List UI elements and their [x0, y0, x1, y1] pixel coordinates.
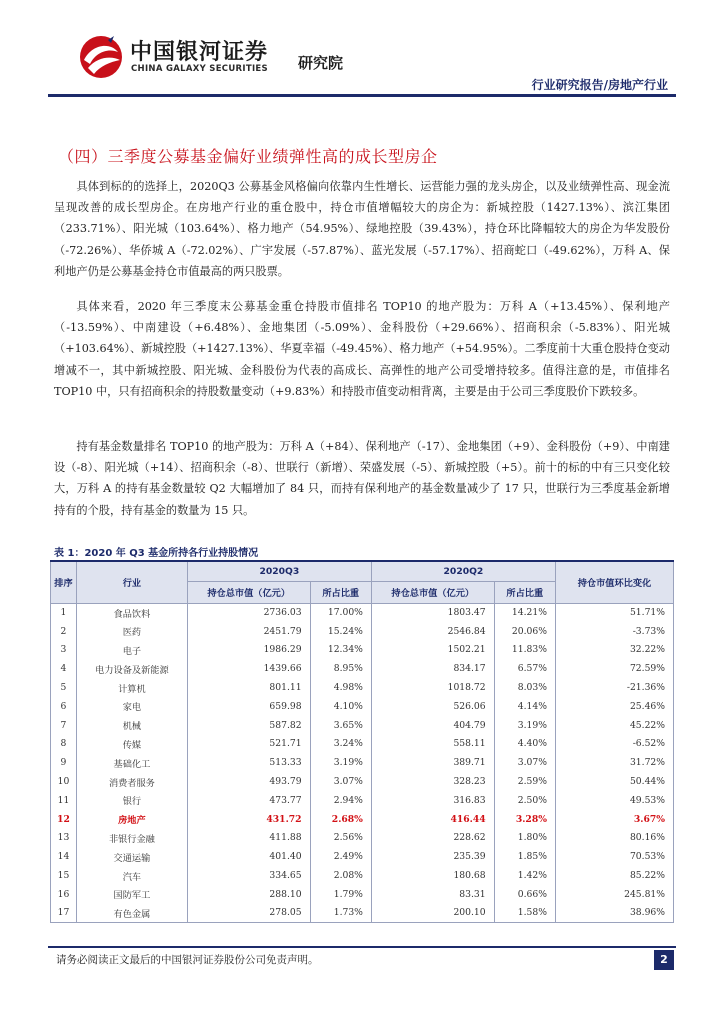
paragraph-3 — [54, 436, 670, 521]
q2-market-value-cell: 404.79 — [371, 716, 494, 735]
institute-label: 研究院 — [298, 54, 344, 72]
galaxy-logo-icon — [78, 34, 124, 80]
header-q3-share: 所占比重 — [310, 581, 371, 603]
q2-market-value-cell: 558.11 — [371, 735, 494, 754]
q3-share-cell: 2.08% — [310, 866, 371, 885]
q2-market-value-cell: 180.68 — [371, 866, 494, 885]
q2-market-value-cell: 1803.47 — [371, 603, 494, 622]
change-cell: 50.44% — [555, 772, 673, 791]
q2-share-cell: 0.66% — [494, 885, 555, 904]
table-row — [51, 659, 674, 678]
q2-market-value-cell: 1018.72 — [371, 678, 494, 697]
q2-market-value-cell: 526.06 — [371, 697, 494, 716]
q3-market-value-cell: 493.79 — [187, 772, 310, 791]
q2-share-cell: 1.80% — [494, 829, 555, 848]
industry-cell: 房地产 — [76, 810, 187, 829]
logo-english-name: CHINA GALAXY SECURITIES — [131, 64, 268, 74]
rank-cell: 12 — [51, 810, 77, 829]
disclaimer-note: 请务必阅读正文最后的中国银河证券股份公司免责声明。 — [56, 954, 319, 966]
q3-share-cell: 17.00% — [310, 603, 371, 622]
q2-market-value-cell: 1502.21 — [371, 641, 494, 660]
q2-share-cell: 1.58% — [494, 904, 555, 923]
q2-market-value-cell: 200.10 — [371, 904, 494, 923]
rank-cell: 17 — [51, 904, 77, 923]
company-logo — [78, 32, 378, 82]
industry-cell: 汽车 — [76, 866, 187, 885]
q2-share-cell: 6.57% — [494, 659, 555, 678]
industry-cell: 消费者服务 — [76, 772, 187, 791]
q3-market-value-cell: 431.72 — [187, 810, 310, 829]
header-change: 持仓市值环比变化 — [555, 561, 673, 603]
q3-share-cell: 12.34% — [310, 641, 371, 660]
q3-share-cell: 4.10% — [310, 697, 371, 716]
rank-cell: 8 — [51, 735, 77, 754]
change-cell: 80.16% — [555, 829, 673, 848]
rank-cell: 3 — [51, 641, 77, 660]
q3-share-cell: 1.79% — [310, 885, 371, 904]
industry-cell: 有色金属 — [76, 904, 187, 923]
table-row — [51, 641, 674, 660]
q2-market-value-cell: 83.31 — [371, 885, 494, 904]
table-row — [51, 678, 674, 697]
q3-market-value-cell: 1439.66 — [187, 659, 310, 678]
rank-cell: 16 — [51, 885, 77, 904]
change-cell: 70.53% — [555, 847, 673, 866]
q2-share-cell: 11.83% — [494, 641, 555, 660]
industry-cell: 计算机 — [76, 678, 187, 697]
q3-market-value-cell: 521.71 — [187, 735, 310, 754]
section-title: （四）三季度公募基金偏好业绩弹性高的成长型房企 — [58, 147, 438, 166]
table-row — [51, 603, 674, 622]
q2-share-cell: 4.40% — [494, 735, 555, 754]
q3-share-cell: 4.98% — [310, 678, 371, 697]
change-cell: 49.53% — [555, 791, 673, 810]
q2-share-cell: 1.85% — [494, 847, 555, 866]
q3-share-cell: 8.95% — [310, 659, 371, 678]
q3-market-value-cell: 587.82 — [187, 716, 310, 735]
industry-cell: 国防军工 — [76, 885, 187, 904]
rank-cell: 13 — [51, 829, 77, 848]
q2-share-cell: 3.07% — [494, 753, 555, 772]
change-cell: 3.67% — [555, 810, 673, 829]
change-cell: 245.81% — [555, 885, 673, 904]
holdings-table — [50, 560, 674, 923]
header-q3: 2020Q3 — [187, 561, 371, 581]
header-rank: 排序 — [51, 561, 77, 603]
industry-cell: 传媒 — [76, 735, 187, 754]
q3-share-cell: 15.24% — [310, 622, 371, 641]
table-row — [51, 829, 674, 848]
header-q2: 2020Q2 — [371, 561, 555, 581]
table-row — [51, 885, 674, 904]
change-cell: -21.36% — [555, 678, 673, 697]
header-q2-share: 所占比重 — [494, 581, 555, 603]
industry-cell: 医药 — [76, 622, 187, 641]
q3-market-value-cell: 2451.79 — [187, 622, 310, 641]
table-body — [51, 603, 674, 923]
change-cell: 85.22% — [555, 866, 673, 885]
q2-market-value-cell: 416.44 — [371, 810, 494, 829]
paragraph-2 — [54, 296, 670, 402]
rank-cell: 14 — [51, 847, 77, 866]
header-divider — [48, 94, 676, 97]
q2-share-cell: 3.19% — [494, 716, 555, 735]
change-cell: 38.96% — [555, 904, 673, 923]
table-row — [51, 753, 674, 772]
q3-share-cell: 3.24% — [310, 735, 371, 754]
rank-cell: 11 — [51, 791, 77, 810]
industry-cell: 家电 — [76, 697, 187, 716]
header-industry: 行业 — [76, 561, 187, 603]
rank-cell: 2 — [51, 622, 77, 641]
industry-cell: 非银行金融 — [76, 829, 187, 848]
q2-share-cell: 14.21% — [494, 603, 555, 622]
industry-cell: 电力设备及新能源 — [76, 659, 187, 678]
industry-cell: 食品饮料 — [76, 603, 187, 622]
q3-share-cell: 3.07% — [310, 772, 371, 791]
q3-share-cell: 2.56% — [310, 829, 371, 848]
q3-market-value-cell: 2736.03 — [187, 603, 310, 622]
industry-cell: 机械 — [76, 716, 187, 735]
table-title: 表 1：2020 年 Q3 基金所持各行业持股情况 — [54, 548, 259, 559]
q3-market-value-cell: 473.77 — [187, 791, 310, 810]
q3-market-value-cell: 288.10 — [187, 885, 310, 904]
q3-share-cell: 3.19% — [310, 753, 371, 772]
rank-cell: 7 — [51, 716, 77, 735]
table-row — [51, 904, 674, 923]
q3-market-value-cell: 334.65 — [187, 866, 310, 885]
paragraph-1 — [54, 176, 670, 282]
logo-chinese-name: 中国银河证券 — [130, 40, 269, 65]
paragraph-text: 具体来看，2020 年三季度末公募基金重仓持股市值排名 TOP10 的地产股为：万科 A（+13.45%）、保利地产（-13.59%）、中南建设（+6.48%）、金地集团（-5.09%）、金科股份（+29.66%）、招商积余（-5.83%）、阳光城（+103.64%）、新城控股（+1427.13%）、华夏幸福（-49.45%）、格力地产（+54.95%）。二季度前十大重仓股持仓变动增减不一，其中新城控股、阳光城、金科股份为代表的高成长、高弹性的地产公司受增持较多。值得注意的是，市值排名 TOP10 中，只有招商积余的持股数量变动（+9.83%）和持股市值变动相背离，主要是由于公司三季度股价下跌较多。 — [54, 300, 670, 398]
table-row — [51, 697, 674, 716]
q2-share-cell: 1.42% — [494, 866, 555, 885]
q2-market-value-cell: 316.83 — [371, 791, 494, 810]
q2-share-cell: 3.28% — [494, 810, 555, 829]
paragraph-text: 持有基金数量排名 TOP10 的地产股为：万科 A（+84）、保利地产（-17）、金地集团（+9）、金科股份（+9）、中南建设（-8）、阳光城（+14）、招商积余（-8）、世联行（新增）、荣盛发展（-5）、新城控股（+5）。前十的标的中有三只变化较大，万科 A 的持有基金数量较 Q2 大幅增加了 84 只，而持有保利地产的基金数量减少了 17 只，世联行为三季度基金新增持有的个股，持有基金的数量为 15 只。 — [54, 440, 670, 517]
q2-market-value-cell: 235.39 — [371, 847, 494, 866]
table-row — [51, 772, 674, 791]
q3-market-value-cell: 278.05 — [187, 904, 310, 923]
footer-divider — [48, 946, 676, 948]
q2-market-value-cell: 328.23 — [371, 772, 494, 791]
change-cell: 72.59% — [555, 659, 673, 678]
q3-market-value-cell: 1986.29 — [187, 641, 310, 660]
q3-share-cell: 2.68% — [310, 810, 371, 829]
change-cell: -6.52% — [555, 735, 673, 754]
rank-cell: 5 — [51, 678, 77, 697]
rank-cell: 6 — [51, 697, 77, 716]
q2-share-cell: 8.03% — [494, 678, 555, 697]
q3-share-cell: 3.65% — [310, 716, 371, 735]
q2-market-value-cell: 228.62 — [371, 829, 494, 848]
table-row — [51, 810, 674, 829]
report-type: 行业研究报告/房地产行业 — [531, 78, 668, 92]
header-q2-mv: 持仓总市值（亿元） — [371, 581, 494, 603]
q3-market-value-cell: 659.98 — [187, 697, 310, 716]
industry-cell: 交通运输 — [76, 847, 187, 866]
paragraph-text: 具体到标的的选择上，2020Q3 公募基金风格偏向依靠内生性增长、运营能力强的龙头房企，以及业绩弹性高、现金流呈现改善的成长型房企。在房地产行业的重仓股中，持仓市值增幅较大的房企为：新城控股（1427.13%）、滨江集团（233.71%）、阳光城（103.64%）、格力地产（54.95%）、绿地控股（39.43%），持仓环比降幅较大的房企为华发股份（-72.26%）、华侨城 A（-72.02%）、广宇发展（-57.87%）、蓝光发展（-57.17%）、招商蛇口（-49.62%），万科 A、保利地产仍是公募基金持仓市值最高的两只股票。 — [54, 180, 670, 278]
q2-share-cell: 20.06% — [494, 622, 555, 641]
table-row — [51, 735, 674, 754]
industry-cell: 电子 — [76, 641, 187, 660]
rank-cell: 9 — [51, 753, 77, 772]
change-cell: 51.71% — [555, 603, 673, 622]
change-cell: 45.22% — [555, 716, 673, 735]
rank-cell: 4 — [51, 659, 77, 678]
table-row — [51, 866, 674, 885]
q3-share-cell: 2.94% — [310, 791, 371, 810]
change-cell: 25.46% — [555, 697, 673, 716]
change-cell: -3.73% — [555, 622, 673, 641]
q3-market-value-cell: 513.33 — [187, 753, 310, 772]
industry-cell: 银行 — [76, 791, 187, 810]
change-cell: 32.22% — [555, 641, 673, 660]
industry-cell: 基础化工 — [76, 753, 187, 772]
q2-share-cell: 4.14% — [494, 697, 555, 716]
q2-market-value-cell: 389.71 — [371, 753, 494, 772]
q3-market-value-cell: 801.11 — [187, 678, 310, 697]
table-row — [51, 716, 674, 735]
rank-cell: 15 — [51, 866, 77, 885]
rank-cell: 1 — [51, 603, 77, 622]
q3-market-value-cell: 411.88 — [187, 829, 310, 848]
q3-share-cell: 1.73% — [310, 904, 371, 923]
table-row — [51, 847, 674, 866]
rank-cell: 10 — [51, 772, 77, 791]
q2-share-cell: 2.59% — [494, 772, 555, 791]
table-row — [51, 622, 674, 641]
change-cell: 31.72% — [555, 753, 673, 772]
q2-market-value-cell: 2546.84 — [371, 622, 494, 641]
q2-market-value-cell: 834.17 — [371, 659, 494, 678]
q3-share-cell: 2.49% — [310, 847, 371, 866]
q3-market-value-cell: 401.40 — [187, 847, 310, 866]
page-number: 2 — [654, 950, 674, 970]
table-row — [51, 791, 674, 810]
page-header — [50, 26, 674, 90]
q2-share-cell: 2.50% — [494, 791, 555, 810]
header-q3-mv: 持仓总市值（亿元） — [187, 581, 310, 603]
